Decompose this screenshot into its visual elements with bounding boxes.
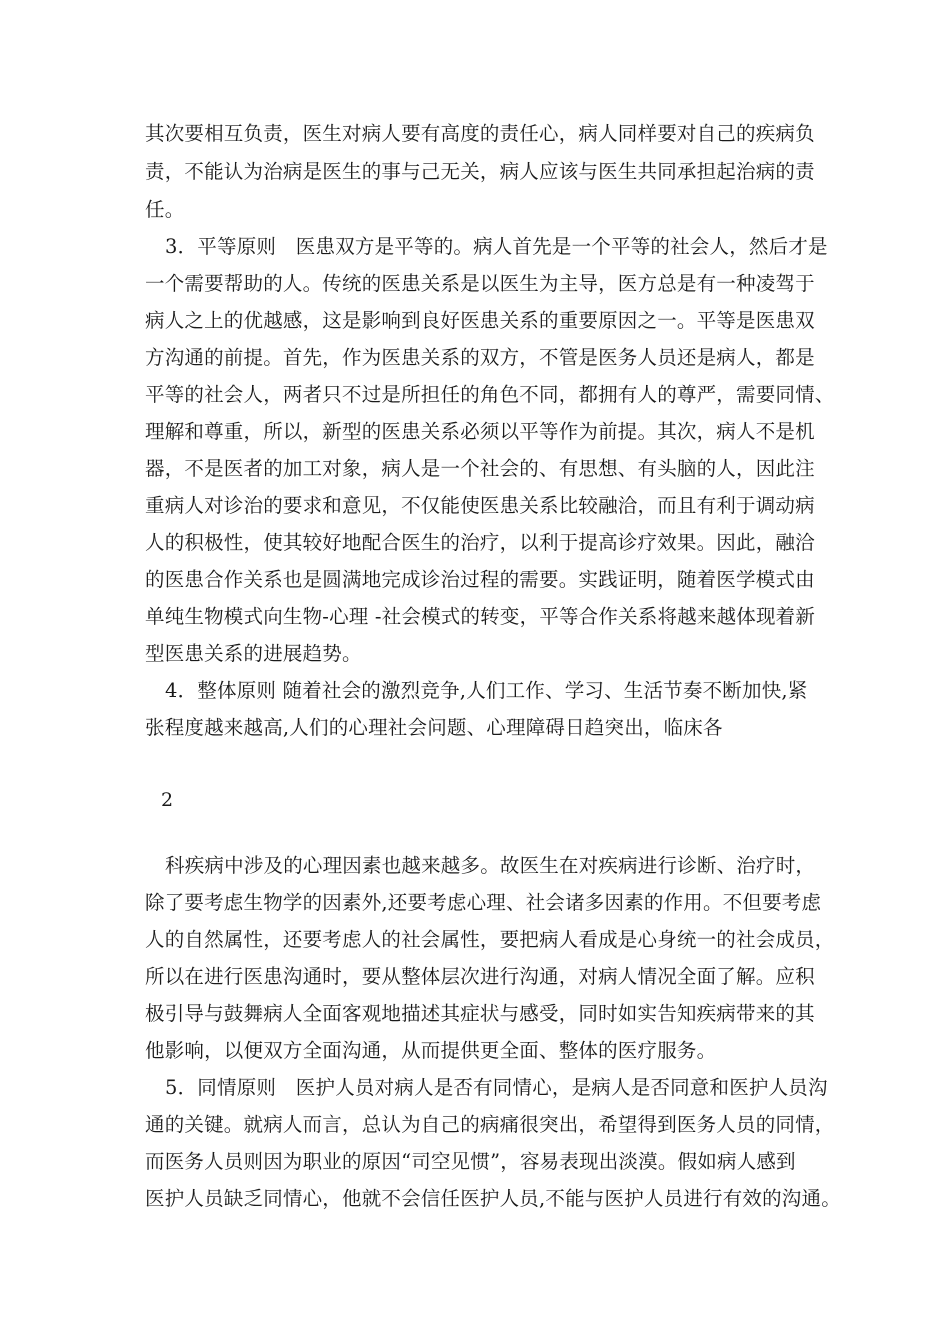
text-line: 责，不能认为治病是医生的事与己无关，病人应该与医生共同承担起治病的责 xyxy=(145,160,815,183)
text-line: 其次要相互负责，医生对病人要有高度的责任心，病人同样要对自己的疾病负 xyxy=(145,122,815,145)
text-line: 通的关键。就病人而言，总认为自己的病痛很突出，希望得到医务人员的同情， xyxy=(145,1113,835,1136)
text-line: 而医务人员则因为职业的原因“司空见惯”，容易表现出淡漠。假如病人感到 xyxy=(145,1150,796,1173)
text-line: 单纯生物模式向生物-心理 -社会模式的转变，平等合作关系将越来越体现着新 xyxy=(145,605,816,628)
text-line: 重病人对诊治的要求和意见，不仅能使医患关系比较融洽，而且有利于调动病 xyxy=(145,494,815,517)
text-line: 平等的社会人，两者只不过是所担任的角色不同，都拥有人的尊严，需要同情、 xyxy=(145,383,835,406)
text-line: 的医患合作关系也是圆满地完成诊治过程的需要。实践证明，随着医学模式由 xyxy=(145,568,815,591)
text-line: 病人之上的优越感，这是影响到良好医患关系的重要原因之一。平等是医患双 xyxy=(145,309,815,332)
text-line: 除了要考虑生物学的因素外,还要考虑心理、社会诸多因素的作用。不但要考虑 xyxy=(145,891,822,914)
text-line: 他影响，以便双方全面沟通，从而提供更全面、整体的医疗服务。 xyxy=(145,1039,717,1062)
text-line: 理解和尊重，所以，新型的医患关系必须以平等作为前提。其次，病人不是机 xyxy=(145,420,815,443)
text-line: 一个需要帮助的人。传统的医患关系是以医生为主导，医方总是有一种凌驾于 xyxy=(145,272,815,295)
text-line: 型医患关系的进展趋势。 xyxy=(145,642,362,665)
text-line: 人的积极性，使其较好地配合医生的治疗，以利于提高诊疗效果。因此，融洽 xyxy=(145,531,815,554)
text-line: 人的自然属性，还要考虑人的社会属性，要把病人看成是心身统一的社会成员， xyxy=(145,928,835,951)
page-number: 2 xyxy=(161,789,174,811)
text-line: 方沟通的前提。首先，作为医患关系的双方，不管是医务人员还是病人，都是 xyxy=(145,346,815,369)
text-line: 张程度越来越高,人们的心理社会问题、心理障碍日趋突出，临床各 xyxy=(145,716,723,739)
paragraph-heading-equality: 3．平等原则 医患双方是平等的。病人首先是一个平等的社会人，然后才是 xyxy=(165,235,828,258)
text-line: 所以在进行医患沟通时，要从整体层次进行沟通，对病人情况全面了解。应积 xyxy=(145,965,815,988)
text-line: 医护人员缺乏同情心，他就不会信任医护人员,不能与医护人员进行有效的沟通。 xyxy=(145,1187,841,1210)
text-line: 极引导与鼓舞病人全面客观地描述其症状与感受，同时如实告知疾病带来的其 xyxy=(145,1002,815,1025)
paragraph-heading-sympathy: 5．同情原则 医护人员对病人是否有同情心，是病人是否同意和医护人员沟 xyxy=(165,1076,828,1099)
text-line: 任。 xyxy=(145,198,185,221)
text-line: 科疾病中涉及的心理因素也越来越多。故医生在对疾病进行诊断、治疗时， xyxy=(165,854,816,877)
text-line: 器，不是医者的加工对象，病人是一个社会的、有思想、有头脑的人，因此注 xyxy=(145,457,815,480)
paragraph-heading-holistic: 4．整体原则 随着社会的激烈竞争,人们工作、学习、生活节奏不断加快,紧 xyxy=(165,679,808,702)
